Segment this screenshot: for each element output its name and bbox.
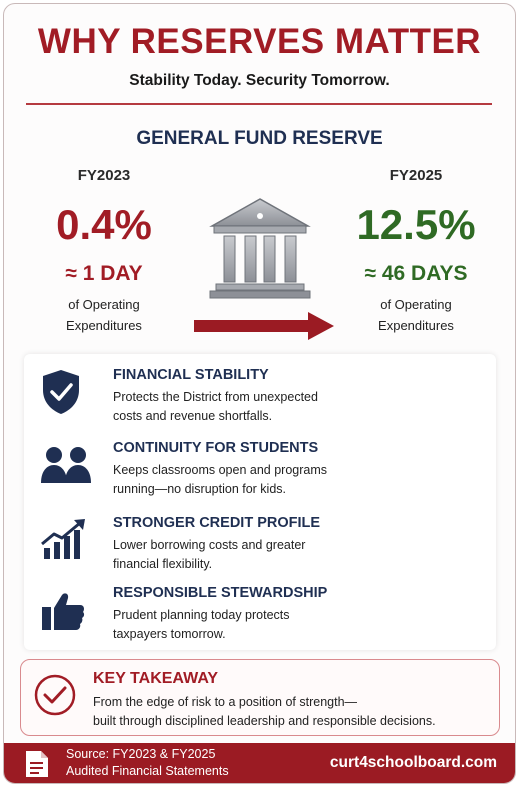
benefit-description-line2: costs and revenue shortfalls. (113, 409, 273, 423)
benefit-description (113, 606, 403, 644)
benefit-financial-stability (24, 364, 496, 436)
after-label (326, 294, 506, 336)
takeaway-title: KEY TAKEAWAY (93, 670, 219, 687)
source-line2: Audited Financial Statements (66, 764, 229, 778)
page-title: WHY RESERVES MATTER (37, 22, 482, 61)
document-icon (24, 749, 50, 779)
after-days: ≈ 46 DAYS (364, 262, 468, 285)
benefit-description-line1: Lower borrowing costs and greater (113, 538, 306, 552)
benefit-description-line1: Prudent planning today protects (113, 608, 290, 622)
benefit-stewardship (24, 582, 496, 654)
after-year: FY2025 (389, 167, 443, 184)
after-label-line1: of Operating (380, 297, 452, 312)
benefit-title: CONTINUITY FOR STUDENTS (113, 440, 319, 456)
benefit-description (113, 388, 403, 426)
progress-arrow-icon (194, 311, 336, 341)
benefits-list (24, 354, 496, 650)
after-label-line2: Expenditures (378, 318, 454, 333)
people-icon (40, 445, 92, 485)
key-takeaway-box (20, 659, 500, 736)
benefit-title: FINANCIAL STABILITY (113, 367, 269, 383)
growth-chart-icon (40, 518, 88, 562)
before-year: FY2023 (77, 167, 131, 184)
website-link[interactable]: curt4schoolboard.com (329, 754, 497, 771)
benefit-description-line2: taxpayers tomorrow. (113, 627, 226, 641)
benefit-description (113, 536, 403, 574)
benefit-description-line1: Keeps classrooms open and programs (113, 463, 328, 477)
reserve-before (14, 4, 194, 344)
benefit-title: RESPONSIBLE STEWARDSHIP (113, 585, 328, 601)
footer-bar (4, 743, 515, 783)
before-label-line2: Expenditures (66, 318, 142, 333)
benefit-description-line2: financial flexibility. (113, 557, 213, 571)
before-percent: 0.4% (56, 201, 152, 248)
before-label-line1: of Operating (68, 297, 140, 312)
page-subtitle: Stability Today. Security Tomorrow. (129, 72, 390, 89)
infographic-frame (3, 3, 516, 784)
benefit-description-line1: Protects the District from unexpected (113, 390, 318, 404)
takeaway-line1: From the edge of risk to a position of strength— (93, 695, 358, 709)
section-title: GENERAL FUND RESERVE (136, 128, 383, 149)
reserve-after (326, 4, 506, 344)
takeaway-line2: built through disciplined leadership and responsible decisions. (93, 714, 436, 728)
benefit-continuity-students (24, 437, 496, 509)
before-label (14, 294, 194, 336)
before-days: ≈ 1 DAY (65, 262, 143, 285)
bank-building-icon (208, 196, 312, 300)
shield-check-icon (40, 368, 82, 416)
benefit-description-line2: running—no disruption for kids. (113, 482, 287, 496)
source-line1: Source: FY2023 & FY2025 (66, 747, 216, 761)
benefit-credit-profile (24, 512, 496, 584)
benefit-title: STRONGER CREDIT PROFILE (113, 515, 321, 531)
check-circle-icon (33, 673, 77, 717)
after-percent: 12.5% (356, 201, 476, 248)
thumbs-up-icon (40, 590, 86, 632)
benefit-description (113, 461, 403, 499)
